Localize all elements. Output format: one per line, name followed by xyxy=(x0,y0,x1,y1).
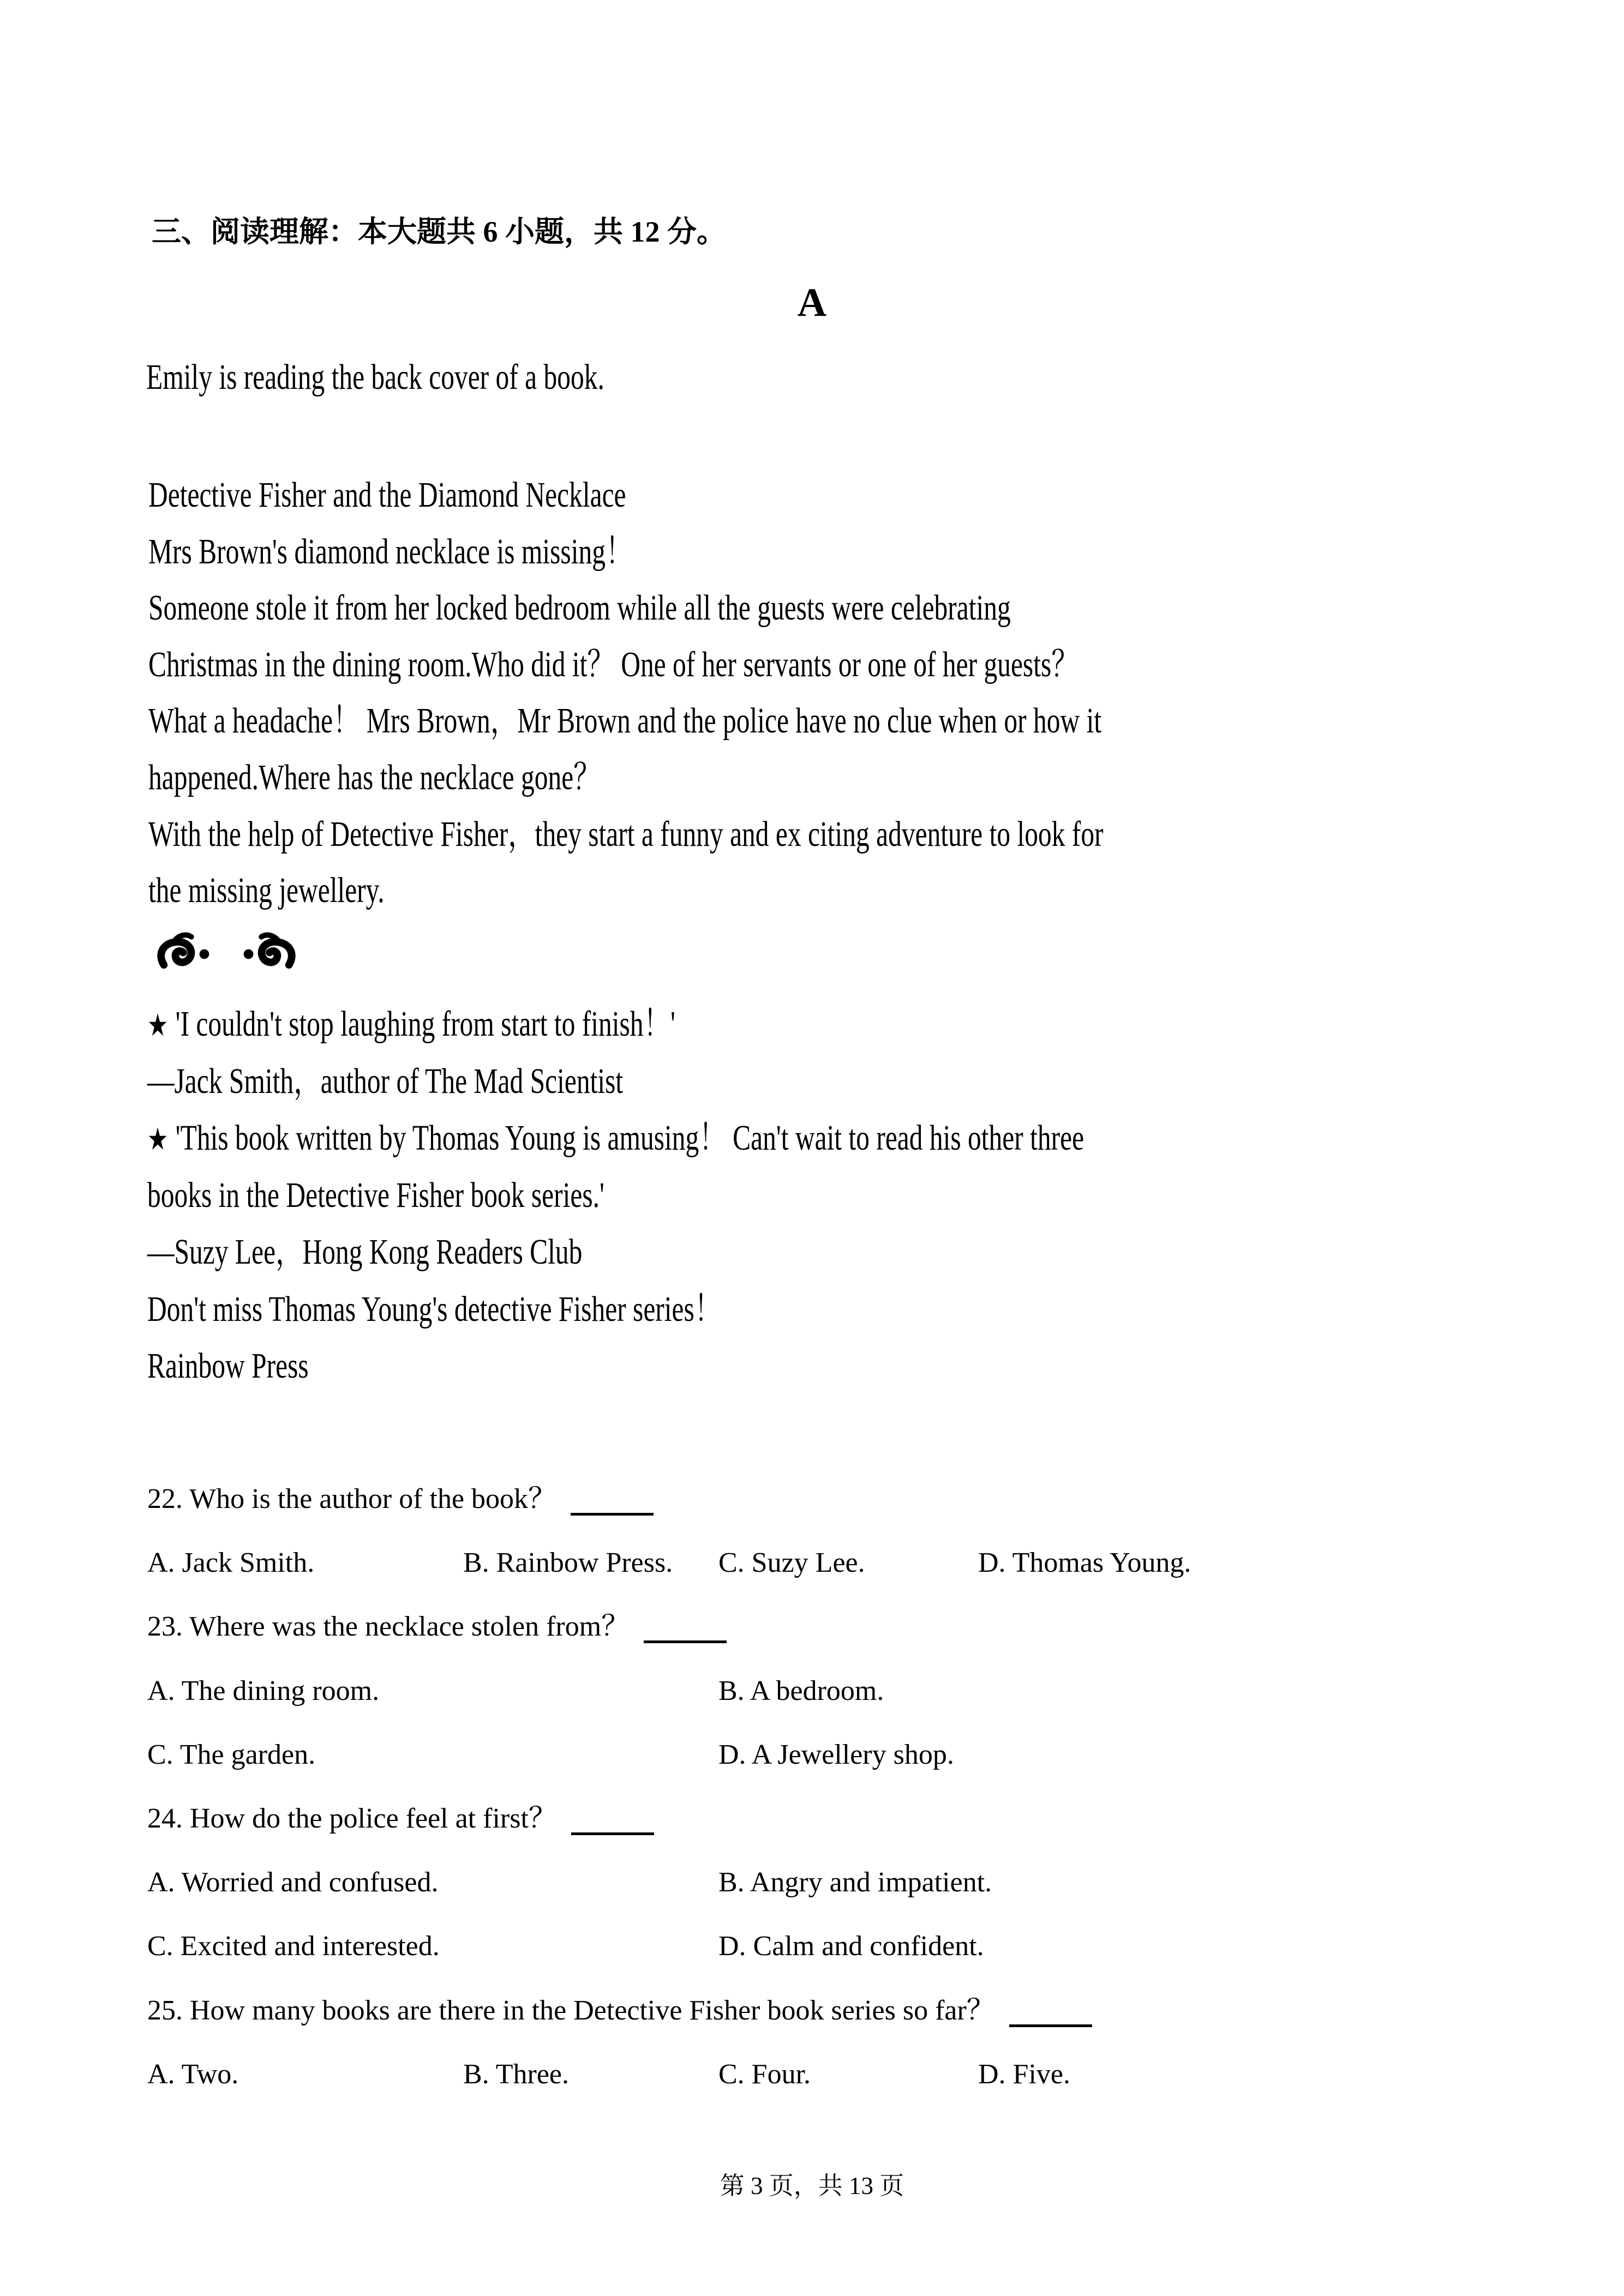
passage-line: What a headache！ Mrs Brown，Mr Brown and the police have no clue when or how it xyxy=(148,701,1102,741)
publisher-name: Rainbow Press xyxy=(147,1346,309,1386)
intro-sentence xyxy=(146,357,757,398)
star-icon: ★ xyxy=(147,1121,169,1157)
question-24-options-row1 xyxy=(147,1850,1478,1914)
passage-line: With the help of Detective Fisher，they start a funny and ex citing adventure to look for xyxy=(148,814,1104,854)
intro-text: Emily is reading the back cover of a book. xyxy=(146,357,604,397)
option-a: A. Worried and confused. xyxy=(147,1867,439,1898)
question-22-text: 22. Who is the author of the book？ xyxy=(147,1483,557,1514)
review-line xyxy=(147,996,1084,1053)
passage-line: Christmas in the dining room.Who did it？ One of her servants or one of her guests？ xyxy=(148,644,1078,684)
answer-blank xyxy=(644,1640,727,1643)
option-b: B. Angry and impatient. xyxy=(718,1867,992,1898)
review-attribution: —Jack Smith，author of The Mad Scientist xyxy=(147,1061,624,1101)
option-b: B. Three. xyxy=(463,2058,569,2090)
question-23-options-row2 xyxy=(147,1723,1478,1787)
option-d: D. Five. xyxy=(978,2058,1070,2090)
swirl-ornament-icon xyxy=(155,930,297,976)
passage-line: Someone stole it from her locked bedroom while all the guests were celebrating xyxy=(148,588,1011,628)
review-line xyxy=(147,1110,1084,1167)
reviews xyxy=(147,996,1084,1395)
question-23 xyxy=(147,1595,1478,1658)
option-b: B. Rainbow Press. xyxy=(463,1547,673,1579)
passage-line: Detective Fisher and the Diamond Necklace xyxy=(148,475,626,515)
section-header: 三、阅读理解：本大题共 6 小题，共 12 分。 xyxy=(152,215,726,248)
page-number-footer: 第 3 页，共 13 页 xyxy=(720,2172,904,2199)
answer-blank xyxy=(571,1513,654,1516)
option-a: A. The dining room. xyxy=(147,1675,380,1706)
passage-line: Mrs Brown's diamond necklace is missing！ xyxy=(148,531,633,572)
question-25 xyxy=(147,1979,1478,2042)
question-25-text: 25. How many books are there in the Detective Fisher book series so far？ xyxy=(147,1994,995,2026)
option-c: C. The garden. xyxy=(147,1739,316,1770)
question-24-text: 24. How do the police feel at first？ xyxy=(147,1802,557,1834)
question-23-options-row1 xyxy=(147,1659,1478,1723)
answer-blank xyxy=(1009,2024,1092,2027)
review-text-continued: books in the Detective Fisher book series.' xyxy=(147,1175,604,1215)
option-a: A. Two. xyxy=(147,2058,239,2090)
option-c: C. Suzy Lee. xyxy=(718,1547,865,1579)
passage-label-a: A xyxy=(797,280,827,325)
question-22-options xyxy=(147,1531,1478,1595)
answer-blank xyxy=(571,1832,654,1835)
option-d: D. Thomas Young. xyxy=(978,1547,1191,1579)
star-icon: ★ xyxy=(147,1007,169,1043)
option-a: A. Jack Smith. xyxy=(147,1547,315,1579)
question-23-text: 23. Where was the necklace stolen from？ xyxy=(147,1611,630,1643)
question-22 xyxy=(147,1467,1478,1531)
option-d: D. Calm and confident. xyxy=(718,1931,984,1962)
question-25-options xyxy=(147,2042,1478,2106)
question-24-options-row2 xyxy=(147,1914,1478,1978)
review-attribution: —Suzy Lee，Hong Kong Readers Club xyxy=(147,1232,583,1272)
passage-line: the missing jewellery. xyxy=(148,870,385,911)
passage-line: happened.Where has the necklace gone？ xyxy=(148,757,601,797)
option-c: C. Excited and interested. xyxy=(147,1931,440,1962)
review-text: 'This book written by Thomas Young is amusing！ Can't wait to read his other three xyxy=(175,1118,1084,1158)
publisher-tagline: Don't miss Thomas Young's detective Fisher series！ xyxy=(147,1289,722,1329)
review-text: 'I couldn't stop laughing from start to finish！' xyxy=(175,1004,675,1044)
passage xyxy=(148,467,1104,919)
question-24 xyxy=(147,1787,1478,1850)
option-b: B. A bedroom. xyxy=(718,1675,884,1706)
option-d: D. A Jewellery shop. xyxy=(718,1739,954,1770)
option-c: C. Four. xyxy=(718,2058,811,2090)
questions xyxy=(147,1467,1478,2106)
